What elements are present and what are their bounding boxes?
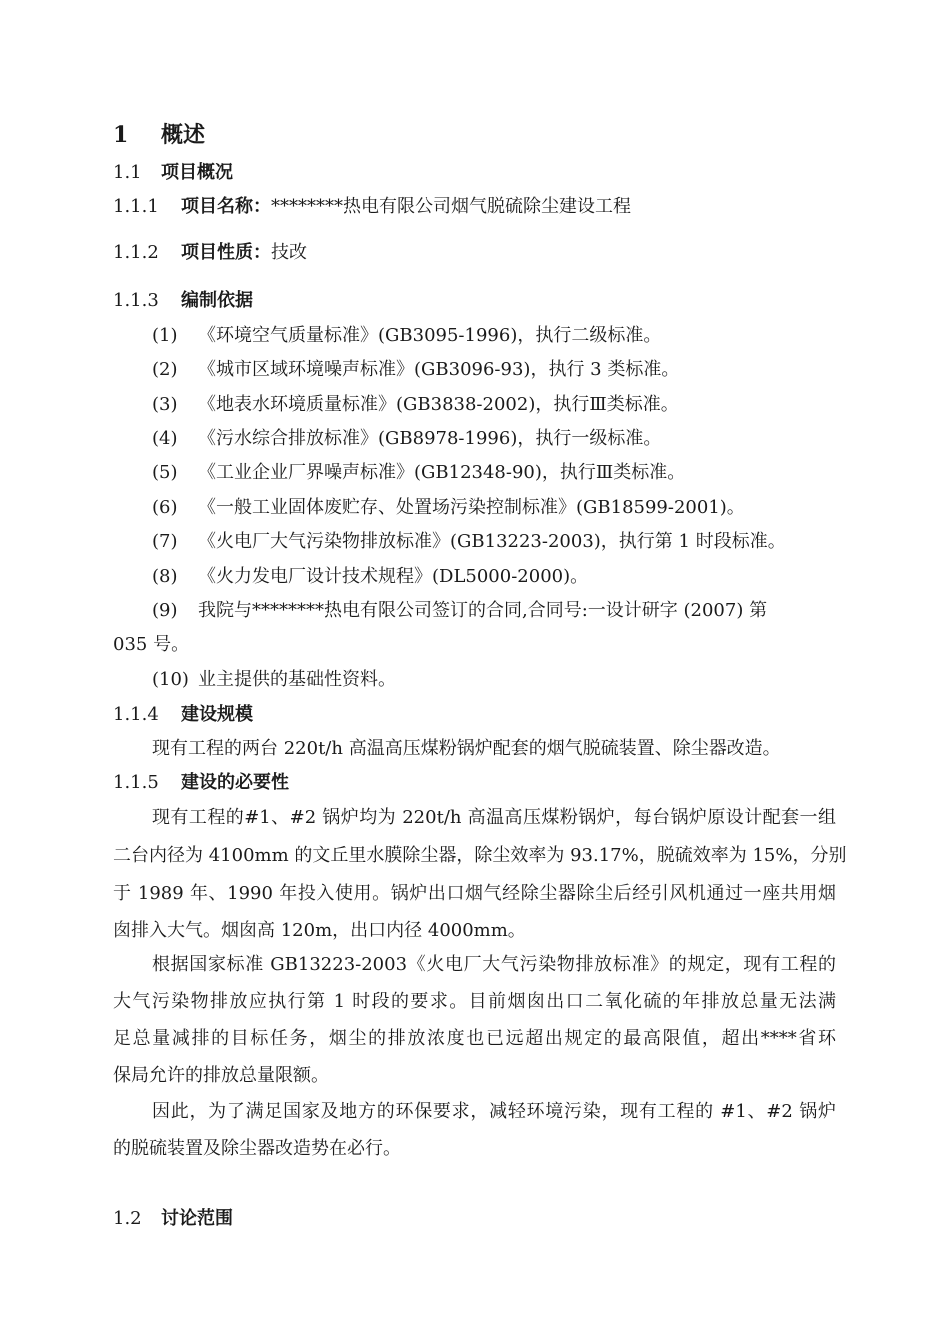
item-text: 《一般工业固体废贮存、处置场污染控制标准》(GB18599-2001)。: [198, 497, 745, 518]
item-text: 《环境空气质量标准》(GB3095-1996)，执行二级标准。: [198, 325, 662, 346]
subsection-basis: [113, 289, 838, 313]
subsection-title: 项目名称：: [181, 196, 271, 217]
subsection-necessity: [113, 771, 838, 795]
item-text: 《污水综合排放标准》(GB8978-1996)，执行一级标准。: [198, 428, 662, 449]
item-text: 《火力发电厂设计技术规程》(DL5000-2000)。: [198, 566, 589, 587]
item-text: 业主提供的基础性资料。: [198, 669, 396, 690]
subsection-project-nature: [113, 241, 838, 265]
paragraph-line: 根据国家标准 GB13223-2003《火电厂大气污染物排放标准》的规定，现有工程的: [152, 954, 836, 975]
item-number: (10): [152, 669, 189, 690]
chapter-heading: [113, 121, 838, 149]
item-text: 《火电厂大气污染物排放标准》(GB13223-2003)，执行第 1 时段标准。: [198, 531, 786, 552]
subsection-title: 建设规模: [181, 704, 253, 725]
item-text: 《地表水环境质量标准》(GB3838-2002)，执行Ⅲ类标准。: [198, 394, 679, 415]
subsection-number: 1.1.4: [113, 704, 159, 725]
basis-item-9: [152, 599, 842, 623]
paragraph-line: 现有工程的#1、#2 锅炉均为 220t/h 高温高压煤粉锅炉，每台锅炉原设计配套一组: [152, 807, 836, 828]
basis-item: [152, 393, 842, 417]
item-number: (7): [152, 531, 178, 552]
chapter-title: 概述: [161, 122, 206, 148]
section-number: 1.2: [113, 1208, 142, 1229]
scale-paragraph: 现有工程的两台 220t/h 高温高压煤粉锅炉配套的烟气脱硫装置、除尘器改造。: [152, 738, 781, 759]
subsection-scale: [113, 703, 838, 727]
subsection-number: 1.1.2: [113, 242, 159, 263]
project-nature-value: 技改: [271, 242, 307, 263]
paragraph-line: 大气污染物排放应执行第 1 时段的要求。目前烟囱出口二氧化硫的年排放总量无法满: [113, 991, 836, 1012]
basis-item: [152, 565, 842, 589]
subsection-title: 编制依据: [181, 290, 253, 311]
section-title: 项目概况: [161, 162, 233, 183]
item-text: 我院与********热电有限公司签订的合同,合同号:一设计研字 (2007) 第: [198, 600, 768, 621]
basis-item: [152, 324, 842, 348]
item-number: (3): [152, 394, 178, 415]
section-heading-1-2: [113, 1207, 838, 1231]
paragraph-line: 二台内径为 4100mm 的文丘里水膜除尘器，除尘效率为 93.17%，脱硫效率为 15%，分别: [113, 845, 847, 866]
basis-item-9-continuation: 035 号。: [113, 634, 190, 655]
basis-item: [152, 427, 842, 451]
subsection-number: 1.1.5: [113, 772, 159, 793]
chapter-number: 1: [113, 122, 129, 148]
subsection-number: 1.1.1: [113, 196, 159, 217]
item-text: 《工业企业厂界噪声标准》(GB12348-90)，执行Ⅲ类标准。: [198, 462, 686, 483]
item-number: (6): [152, 497, 178, 518]
paragraph-line: 于 1989 年、1990 年投入使用。锅炉出口烟气经除尘器除尘后经引风机通过一座共用烟: [113, 883, 836, 904]
paragraph-line: 足总量减排的目标任务，烟尘的排放浓度也已远超出规定的最高限值，超出****省环: [113, 1028, 836, 1049]
subsection-project-name: [113, 195, 838, 219]
item-number: (9): [152, 600, 178, 621]
basis-item: [152, 530, 842, 554]
item-text: 《城市区域环境噪声标准》(GB3096-93)，执行 3 类标准。: [198, 359, 680, 380]
basis-item: [152, 358, 842, 382]
item-number: (1): [152, 325, 178, 346]
paragraph-line: 因此，为了满足国家及地方的环保要求，减轻环境污染，现有工程的 #1、#2 锅炉: [152, 1101, 836, 1122]
basis-item: [152, 496, 842, 520]
basis-item: [152, 461, 842, 485]
project-name-value: ********热电有限公司烟气脱硫除尘建设工程: [271, 196, 631, 217]
basis-item-10: [152, 668, 842, 692]
item-number: (4): [152, 428, 178, 449]
paragraph-line: 保局允许的排放总量限额。: [113, 1065, 329, 1086]
subsection-number: 1.1.3: [113, 290, 159, 311]
item-number: (8): [152, 566, 178, 587]
paragraph-line: 囱排入大气。烟囱高 120m，出口内径 4000mm。: [113, 920, 526, 941]
paragraph-line: 的脱硫装置及除尘器改造势在必行。: [113, 1138, 401, 1159]
subsection-title: 建设的必要性: [181, 772, 289, 793]
section-heading-1-1: [113, 161, 838, 185]
subsection-title: 项目性质：: [181, 242, 271, 263]
item-number: (5): [152, 462, 178, 483]
section-number: 1.1: [113, 162, 142, 183]
section-title: 讨论范围: [161, 1208, 233, 1229]
item-number: (2): [152, 359, 178, 380]
